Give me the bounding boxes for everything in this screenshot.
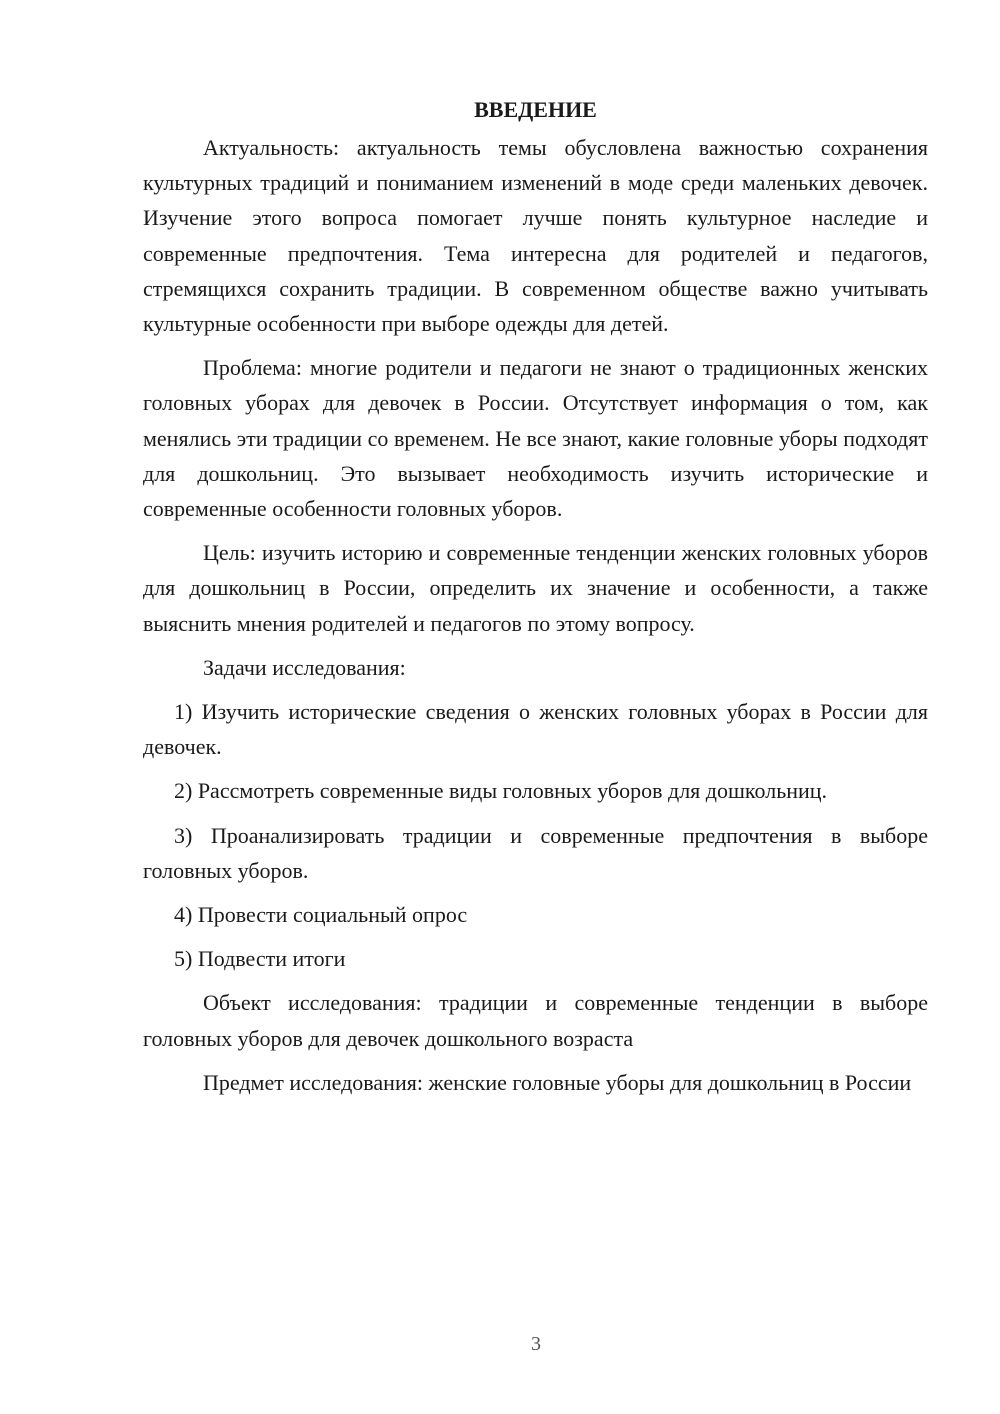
task-item-5: 5) Подвести итоги — [174, 946, 346, 972]
task-item-2: 2) Рассмотреть современные виды головных уборов для дошкольниц. — [174, 778, 828, 804]
task-item-3: 3) Проанализировать традиции и современные предпочтения в выборе головных уборов. — [143, 822, 928, 883]
task-item-4: 4) Провести социальный опрос — [174, 902, 468, 928]
task-item-1: 1) Изучить исторические сведения о женских головных уборах в России для девочек. — [143, 699, 928, 760]
paragraph-object: Объект исследования: традиции и современные тенденции в выборе головных уборов для девочек дошкольного возраста — [143, 990, 928, 1051]
section-title: ВВЕДЕНИЕ — [474, 97, 597, 122]
paragraph-tasks-heading: Задачи исследования: — [203, 654, 406, 680]
paragraph-problem: Проблема: многие родители и педагоги не знают о традиционных женских головных уборах для девочек в России. Отсутствует информация о том, как менялись эти традиции со временем. Не все знают, какие головные уборы подходят для дошкольниц. Это вызывает необходимость изучить исторические и современные особенности головных уборов. — [143, 355, 928, 522]
page-content — [143, 92, 928, 1109]
paragraph-subject: Предмет исследования: женские головные уборы для дошкольниц в России — [203, 1069, 912, 1095]
paragraph-goal: Цель: изучить историю и современные тенденции женских головных уборов для дошкольниц в России, определить их значение и особенности, а также выяснить мнения родителей и педагогов по этому вопросу. — [143, 540, 928, 636]
paragraph-relevance: Актуальность: актуальность темы обусловлена важностью сохранения культурных традиций и пониманием изменений в моде среди маленьких девочек. Изучение этого вопроса помогает лучше понять культурное наследие и современные предпочтения. Тема интересна для родителей и педагогов, стремящихся сохранить традиции. В современном обществе важно учитывать культурные особенности при выборе одежды для детей. — [143, 135, 928, 337]
page-number: 3 — [531, 1333, 541, 1355]
